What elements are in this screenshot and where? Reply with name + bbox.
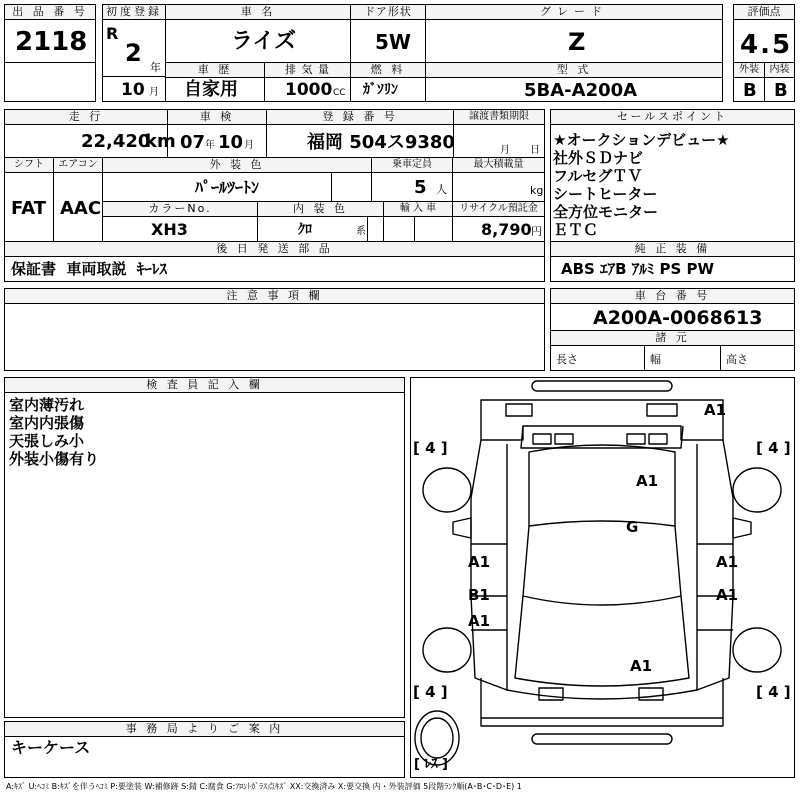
mileage-label: 走 行	[4, 109, 168, 125]
door-label: ドア形状	[350, 4, 426, 20]
model-box	[425, 77, 723, 102]
ac-label: エアコン	[53, 157, 103, 173]
color-box	[102, 172, 332, 202]
parts-label: 後 日 発 送 部 品	[4, 241, 545, 257]
payload-unit: kg	[530, 184, 544, 197]
equipment-text: ABS ｴｱB ｱﾙﾐ PS PW	[561, 260, 715, 278]
fuel: ｶﾞｿﾘﾝ	[363, 82, 398, 98]
first-registration-month-box	[102, 76, 166, 102]
car-name-label: 車 名	[165, 4, 351, 20]
displacement: 1000	[285, 80, 333, 100]
plate-number: 福岡 504ス9380	[307, 132, 455, 153]
inspector-note: 天張しみ小	[9, 432, 85, 450]
inspector-note: 室内薄汚れ	[9, 396, 85, 414]
chassis-label: 車 台 番 号	[550, 288, 795, 304]
ac: AAC	[60, 198, 102, 219]
width-box	[644, 345, 721, 371]
rear-lamp-left	[506, 404, 532, 416]
rear-lamp-right	[647, 404, 677, 416]
recycle-unit: 円	[531, 225, 542, 238]
tire-rear-left	[423, 468, 471, 512]
km-unit: km	[145, 131, 176, 152]
registration-box	[266, 124, 454, 158]
sales-points-label: セールスポイント	[550, 109, 795, 125]
lot-empty-box	[4, 62, 96, 102]
exterior-box	[733, 77, 765, 102]
office-label: 事 務 局 よ り ご 案 内	[4, 721, 405, 737]
right-mirror-shape	[733, 518, 751, 538]
grade-label: グレード	[425, 4, 723, 20]
fuel-label: 燃 料	[350, 62, 426, 78]
length-label: 長さ	[556, 353, 578, 366]
sales-point-line: シートヒーター	[553, 185, 658, 203]
import-box-b	[414, 216, 453, 242]
car-name: ライズ	[231, 29, 297, 54]
shift-label: シフト	[4, 157, 54, 173]
inspection-month: 10	[218, 132, 244, 153]
transfer-deadline-label: 譲渡書類期限	[453, 109, 545, 125]
inspection-box	[167, 124, 267, 158]
car-diagram-frame	[410, 377, 795, 778]
exterior-grade: B	[743, 80, 757, 101]
chassis-number: A200A-0068613	[593, 307, 763, 329]
headlamp-right	[639, 688, 663, 700]
interior-color-extra	[367, 216, 384, 242]
displacement-box	[264, 77, 351, 102]
sales-point-line: ＥＴＣ	[553, 221, 599, 239]
door-type: 5W	[375, 30, 411, 54]
interior-label: 内装	[764, 62, 795, 78]
door-box	[350, 19, 426, 63]
interior-color-unit: 系	[356, 226, 366, 237]
capacity-label: 乗車定員	[371, 157, 453, 173]
car-diagram	[411, 378, 794, 777]
interior-color-label: 内 装 色	[257, 201, 384, 217]
tire-tread-rear-left: [ 4 ]	[413, 439, 448, 457]
width-label: 幅	[650, 353, 661, 366]
notes-label: 注 意 事 項 欄	[4, 288, 545, 304]
tire-tread-front-left: [ 4 ]	[413, 683, 448, 701]
lot-number: 2118	[15, 27, 88, 57]
interior-color: ｸﾛ	[298, 222, 312, 238]
equipment-box	[550, 256, 795, 282]
color-number-box	[102, 216, 258, 242]
rear-bumper-shape	[532, 381, 672, 391]
headlamp-left	[539, 688, 563, 700]
recycle-box	[452, 216, 545, 242]
interior-grade: B	[774, 80, 788, 101]
inspector-note: 室内内張傷	[9, 414, 85, 432]
lot-number-box	[4, 19, 96, 63]
hood-shape	[515, 596, 689, 686]
rear-vent-left	[533, 434, 551, 444]
damage-legend: A:ｷｽﾞ U:ﾍｺﾐ B:ｷｽﾞを伴うﾍｺﾐ P:要塗装 W:補修跡 S:錆 C:腐食 G:ﾌﾛﾝﾄｶﾞﾗｽ点ｷｽﾞ XX:交換済み X:要交換 内・外装評価 5段階ﾗﾝｸ順(A･B･C･D･E) 1	[6, 782, 522, 791]
payload-box	[452, 172, 545, 202]
cc-unit: CC	[333, 88, 346, 98]
rear-vent-center-right	[627, 434, 645, 444]
tire-tread-front-right: [ 4 ]	[756, 683, 791, 701]
reg-month-unit: 月	[149, 87, 159, 98]
height-label: 高さ	[726, 353, 748, 366]
sales-point-line: フルセグＴＶ	[553, 167, 643, 185]
fuel-box	[350, 77, 426, 102]
mileage: 22,420	[81, 131, 151, 152]
office-text: キーケース	[11, 738, 91, 757]
transfer-day-unit: 日	[530, 145, 540, 156]
interior-color-box	[257, 216, 384, 242]
rear-vent-right	[649, 434, 667, 444]
car-name-box	[165, 19, 351, 63]
body-outline	[507, 444, 697, 699]
color: ﾊﾟｰﾙﾂｰﾄﾝ	[195, 178, 260, 197]
inspector-label: 検 査 員 記 入 欄	[4, 377, 405, 393]
interior-box	[764, 77, 795, 102]
capacity: 5	[414, 177, 427, 198]
recycle-label: リサイクル預託金	[452, 201, 545, 217]
rear-bumper-body	[481, 408, 723, 440]
inspector-box	[4, 392, 405, 718]
front-bumper-body	[481, 678, 723, 718]
ac-box	[53, 172, 103, 242]
era: R	[106, 24, 119, 43]
damage-mark: A1	[630, 657, 653, 675]
grade-box	[425, 19, 723, 63]
mileage-box	[4, 124, 176, 158]
color-extra-box	[331, 172, 372, 202]
sales-point-line: ★オークションデビュー★	[553, 131, 730, 149]
import-label: 輸 入 車	[383, 201, 453, 217]
first-registration-label: 初度登録	[102, 4, 166, 20]
sales-point-line: 全方位モニター	[553, 203, 659, 221]
capacity-box	[371, 172, 453, 202]
payload-label: 最大積載量	[452, 157, 545, 173]
capacity-unit: 人	[436, 183, 447, 196]
notes-box	[4, 303, 545, 371]
parts-box	[4, 256, 545, 282]
shift-box	[4, 172, 54, 242]
score-label: 評価点	[733, 4, 795, 20]
history: 自家用	[184, 79, 238, 100]
color-number: XH3	[151, 220, 188, 239]
exterior-label: 外装	[733, 62, 765, 78]
inspector-note: 外装小傷有り	[9, 450, 100, 468]
registration-label: 登 録 番 号	[266, 109, 454, 125]
front-bumper-shape	[532, 734, 672, 744]
height-box	[720, 345, 795, 371]
office-box	[4, 736, 405, 778]
transfer-month-unit: 月	[500, 145, 510, 156]
front-bumper-lower	[481, 718, 723, 726]
model-label: 型 式	[425, 62, 723, 78]
tire-tread-rear-right: [ 4 ]	[756, 439, 791, 457]
grade: Z	[568, 28, 586, 56]
damage-mark: A1	[704, 401, 727, 419]
rear-vent-center-left	[555, 434, 573, 444]
lot-number-label: 出 品 番 号	[4, 4, 96, 20]
inspection-label: 車 検	[167, 109, 267, 125]
displacement-label: 排 気 量	[264, 62, 351, 78]
sales-point-line: 社外ＳＤナビ	[553, 149, 644, 167]
shift: FAT	[11, 198, 47, 219]
equipment-label: 純 正 装 備	[550, 241, 795, 257]
damage-mark: A1	[468, 612, 491, 630]
tire-rear-right	[733, 468, 781, 512]
import-box-a	[383, 216, 415, 242]
model: 5BA-A200A	[524, 80, 638, 101]
transfer-deadline-box	[453, 124, 545, 158]
reg-year-unit: 年	[150, 61, 161, 74]
left-mirror-shape	[453, 518, 471, 538]
sales-points-box	[550, 124, 795, 242]
parts-text: 保証書 車両取説 ｷｰﾚｽ	[11, 260, 167, 278]
length-box	[550, 345, 645, 371]
damage-mark: G	[626, 518, 639, 536]
color-label: 外 装 色	[102, 157, 372, 173]
color-number-label: カラーNo.	[102, 201, 258, 217]
inspection-month-unit: 月	[244, 140, 254, 151]
windshield-shape	[523, 526, 681, 605]
damage-mark: A1	[636, 472, 659, 490]
score-box	[733, 19, 795, 63]
reg-year: 2	[125, 39, 142, 67]
tire-front-left	[423, 628, 471, 672]
first-registration-box	[102, 19, 166, 77]
damage-mark: A1	[716, 586, 739, 604]
history-label: 車 歴	[165, 62, 265, 78]
damage-mark: B1	[468, 586, 490, 604]
dimensions-label: 諸 元	[550, 330, 795, 346]
spare-tire-inner	[421, 718, 453, 758]
spare-tire-label: [ ﾚｽ ]	[414, 757, 448, 772]
damage-mark: A1	[716, 553, 739, 571]
reg-month: 10	[121, 80, 145, 100]
score: 4.5	[740, 30, 793, 60]
history-box	[165, 77, 265, 102]
inspection-year-unit: 年	[205, 140, 215, 151]
inspection-year: 07	[180, 132, 206, 153]
chassis-box	[550, 303, 795, 331]
recycle-fee: 8,790	[481, 220, 532, 239]
tire-front-right	[733, 628, 781, 672]
damage-mark: A1	[468, 553, 491, 571]
